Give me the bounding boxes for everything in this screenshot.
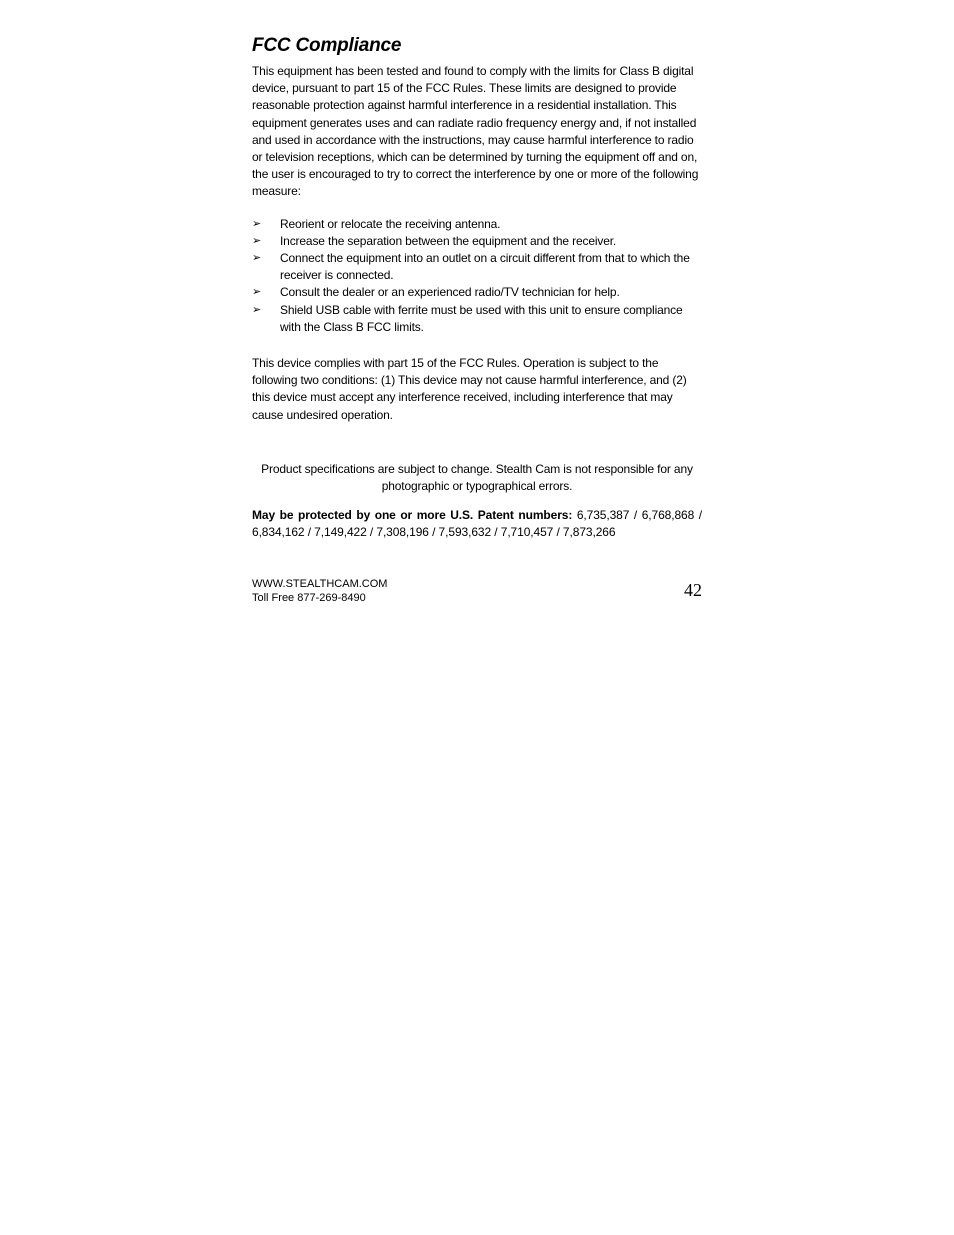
list-item bbox=[252, 250, 702, 284]
document-page bbox=[252, 34, 702, 554]
list-item-text: Connect the equipment into an outlet on a circuit different from that to which the receiver is connected. bbox=[280, 251, 690, 283]
measures-list bbox=[252, 216, 702, 336]
footer-phone: Toll Free 877-269-8490 bbox=[252, 591, 366, 604]
list-item-text: Increase the separation between the equipment and the receiver. bbox=[280, 233, 617, 248]
patent-numbers: 6,735,387 / 6,768,868 / 6,834,162 / 7,149,422 / 7,308,196 / 7,593,632 / 7,710,457 / 7,873,266 bbox=[252, 508, 703, 540]
intro-paragraph: This equipment has been tested and found to comply with the limits for Class B digital device, pursuant to part 15 of the FCC Rules. These limits are designed to provide reasonable protection against harmful interference in a residential installation. This equipment generates uses and can radiate radio frequency energy and, if not installed and used in accordance with the instructions, may cause harmful interference to radio or television receptions, which can be determined by turning the equipment off and on, the user is encouraged to try to correct the interference by one or more of the following measure: bbox=[252, 64, 699, 199]
footer-contact bbox=[252, 578, 387, 605]
arrowhead-bullet-icon: ➢ bbox=[252, 234, 262, 247]
patent-lead: May be protected by one or more U.S. Patent numbers: bbox=[252, 508, 573, 523]
list-item-text: Consult the dealer or an experienced radio/TV technician for help. bbox=[280, 285, 620, 300]
footer-website: WWW.STEALTHCAM.COM bbox=[252, 578, 388, 590]
list-item bbox=[252, 216, 702, 233]
list-item bbox=[252, 302, 702, 336]
conditions-paragraph: This device complies with part 15 of the FCC Rules. Operation is subject to the following two conditions: (1) This device may not cause harmful interference, and (2) this device must accept any interference received, including interference that may cause undesired operation. bbox=[252, 356, 687, 422]
page-footer bbox=[252, 578, 702, 608]
list-item bbox=[252, 284, 702, 301]
arrowhead-bullet-icon: ➢ bbox=[252, 252, 262, 265]
specifications-notice: Product specifications are subject to change. Stealth Cam is not responsible for any photographic or typographical errors. bbox=[261, 461, 693, 494]
arrowhead-bullet-icon: ➢ bbox=[252, 303, 262, 316]
list-item bbox=[252, 233, 702, 250]
section-title: FCC Compliance bbox=[252, 35, 402, 56]
arrowhead-bullet-icon: ➢ bbox=[252, 217, 262, 230]
arrowhead-bullet-icon: ➢ bbox=[252, 286, 262, 299]
patent-notice bbox=[252, 507, 702, 541]
list-item-text: Reorient or relocate the receiving antenna. bbox=[280, 216, 501, 231]
page-number: 42 bbox=[684, 580, 702, 600]
list-item-text: Shield USB cable with ferrite must be used with this unit to ensure compliance with the Class B FCC limits. bbox=[280, 302, 683, 334]
